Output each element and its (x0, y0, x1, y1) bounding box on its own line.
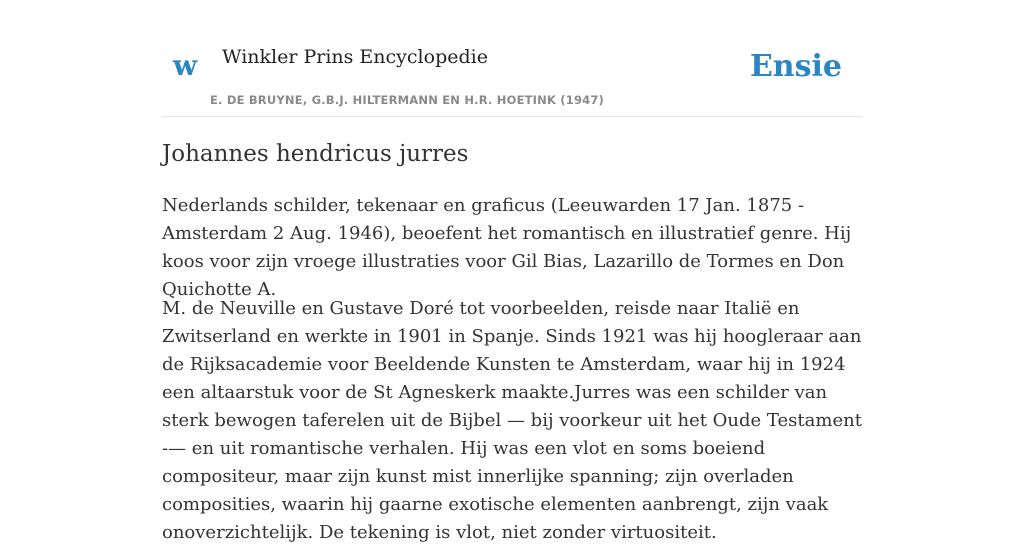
page (162, 0, 862, 543)
ensie-brand-logo[interactable]: Ensie (749, 49, 842, 84)
publication-authors: E. DE BRUYNE, G.B.J. HILTERMANN EN H.R. HOETINK (1947) (210, 93, 605, 107)
article-title: Johannes hendricus jurres (162, 141, 469, 167)
article-paragraph-1: Nederlands schilder, tekenaar en graficus (Leeuwarden 17 Jan. 1875 - Amsterdam 2 Aug. 1946), beoefent het romantisch en illustratief genre. Hij koos voor zijn vroege illustraties voor Gil Bias, Lazarillo de Tormes en Don Quichotte A. (162, 195, 852, 300)
publication-logo[interactable]: w (173, 49, 198, 82)
header (162, 0, 862, 117)
article-paragraph-2: M. de Neuville en Gustave Doré tot voorbeelden, reisde naar Italië en Zwitserland en werkte in 1901 in Spanje. Sinds 1921 was hij hoogleraar aan de Rijksacademie voor Beeldende Kunsten te Amsterdam, waar hij in 1924 een altaarstuk voor de St Agneskerk maakte.Jurres was een schilder van sterk bewogen taferelen uit de Bijbel — bij voorkeur uit het Oude Testament -— en uit romantische verhalen. Hij was een vlot en soms boeiend compositeur, maar zijn kunst mist innerlijke spanning; zijn overladen composities, waarin hij gaarne exotische elementen aanbrengt, zijn vaak onoverzichtelijk. De tekening is vlot, niet zonder virtuositeit. (162, 298, 862, 543)
publication-title[interactable]: Winkler Prins Encyclopedie (222, 46, 488, 68)
